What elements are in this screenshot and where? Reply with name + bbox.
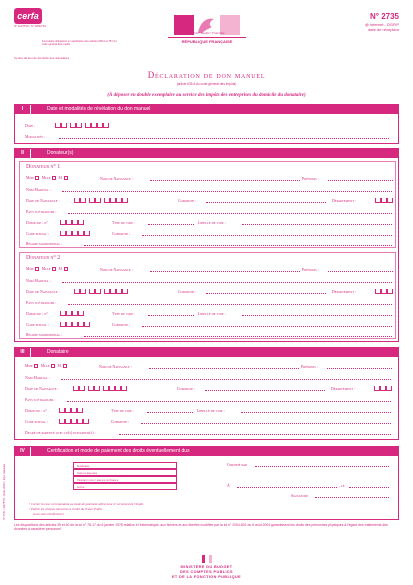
section-2-title: Donateur(s): [47, 150, 74, 156]
birth-date-label: Date de Naissance :: [26, 199, 60, 203]
postcode-input[interactable]: [60, 231, 90, 236]
commune-field[interactable]: [206, 290, 326, 294]
payment-note-3: (sous suite bénéficiaire): [33, 512, 64, 516]
married-name-field[interactable]: [61, 376, 391, 380]
departement-label: Département :: [332, 199, 357, 203]
country-label: Pays si étranger :: [26, 210, 57, 214]
kinship-label: Degré de parenté avec le(s) donateur(s) :: [25, 431, 96, 435]
married-name-label: Nom Marital :: [26, 279, 51, 283]
certified-by-field[interactable]: [255, 463, 389, 467]
mme-checkbox[interactable]: [34, 364, 38, 368]
section-4: [14, 446, 399, 520]
street-type-field[interactable]: [147, 409, 193, 413]
mlle-checkbox[interactable]: [52, 176, 56, 180]
donor-1-block: [19, 161, 396, 248]
birth-name-field[interactable]: [149, 365, 299, 369]
donor-2-block: [19, 252, 396, 339]
m-label: M.: [57, 364, 62, 368]
service-notice: Centre du lieu de domicile des donataires: [14, 56, 70, 60]
street-type-field[interactable]: [148, 312, 194, 316]
birth-date-input[interactable]: [73, 386, 127, 391]
departement-input[interactable]: [374, 386, 392, 391]
section-3-header: [15, 348, 398, 357]
mode-other[interactable]: Autre: [73, 483, 177, 490]
street-name-label: Libellé de voie :: [198, 312, 226, 316]
donor-2-title: Donateur n° 2: [26, 255, 61, 261]
mme-label: Mme: [26, 176, 34, 180]
departement-input[interactable]: [375, 289, 393, 294]
mme-label: Mme: [26, 267, 34, 271]
firstnames-field[interactable]: [327, 365, 392, 369]
birth-name-field[interactable]: [150, 268, 300, 272]
country-field[interactable]: [68, 210, 392, 214]
street-name-label: Libellé de voie :: [197, 409, 225, 413]
section-1-title: Date et modalités de révélation du don manuel: [47, 106, 151, 112]
commune2-field[interactable]: [142, 232, 392, 236]
date-label: Date :: [25, 124, 36, 128]
m-label: M.: [58, 267, 63, 271]
street-name-field[interactable]: [242, 312, 392, 316]
ministry-emblem-icon: [202, 555, 212, 563]
street-type-label: Type de voie :: [111, 409, 135, 413]
m-checkbox[interactable]: [64, 176, 68, 180]
page-subtitle: (article 635 A du code général des impôts): [176, 82, 237, 86]
kinship-field[interactable]: [119, 431, 391, 435]
regime-field[interactable]: [84, 333, 392, 337]
cerfa-logo: cerfa: [14, 8, 42, 24]
street-name-field[interactable]: [241, 409, 391, 413]
section-4-num: IV: [15, 447, 31, 456]
birth-date-label: Date de Naissance :: [25, 387, 59, 391]
section-1-num: I: [15, 105, 31, 114]
section-3-num: III: [15, 348, 31, 357]
departement-input[interactable]: [375, 198, 393, 203]
commune2-label: Commune :: [112, 323, 131, 327]
page-title: Déclaration de don manuel: [147, 70, 266, 80]
section-3-title: Donataire: [47, 349, 69, 355]
birth-name-field[interactable]: [150, 177, 300, 181]
mlle-checkbox[interactable]: [52, 267, 56, 271]
mode-cheque[interactable]: Chèque bancaire: [73, 469, 177, 476]
mlle-checkbox[interactable]: [51, 364, 55, 368]
mme-label: Mme: [25, 364, 33, 368]
mode-transfer[interactable]: Virement direct banque de France: [73, 476, 177, 483]
modalites-field[interactable]: [59, 135, 389, 139]
domicile-label: Domicile : n°: [25, 409, 47, 413]
street-number-input[interactable]: [60, 220, 84, 225]
mode-cash[interactable]: Numéraire: [73, 462, 177, 469]
modalites-label: Modalités :: [25, 135, 46, 139]
ministry-block: [0, 555, 413, 580]
commune-label: Commune :: [178, 290, 197, 294]
side-reference: N° 2735 • 11278*02 • (mars 2009) • impr. nationale: [3, 463, 6, 520]
legal-notice: Formulaire obligatoire en application des articles 635 A et 757 du code général des impôts: [42, 40, 117, 47]
m-checkbox[interactable]: [63, 364, 67, 368]
postcode-input[interactable]: [59, 419, 89, 424]
departement-label: Département :: [332, 290, 357, 294]
firstnames-field[interactable]: [328, 268, 393, 272]
street-type-label: Type de voie :: [112, 312, 136, 316]
firstnames-label: Prénoms :: [301, 365, 318, 369]
ministry-line-3: ET DE LA FONCTION PUBLIQUE: [171, 575, 242, 579]
street-type-field[interactable]: [148, 221, 194, 225]
married-name-field[interactable]: [62, 188, 392, 192]
section-2-header: [15, 149, 398, 158]
firstnames-label: Prénoms :: [302, 177, 319, 181]
regime-label: Régime matrimonial :: [26, 333, 63, 337]
date-input[interactable]: [55, 123, 109, 128]
birth-date-label: Date de Naissance :: [26, 290, 60, 294]
section-3: [14, 347, 399, 440]
postcode-label: Code postal :: [26, 323, 49, 327]
regime-label: Régime matrimonial :: [26, 242, 63, 246]
section-4-header: [15, 447, 398, 456]
commune2-field[interactable]: [141, 420, 391, 424]
married-name-label: Nom Marital :: [26, 188, 51, 192]
country-field[interactable]: [68, 301, 392, 305]
street-name-label: Libellé de voie :: [198, 221, 226, 225]
departement-label: Département :: [331, 387, 356, 391]
form-number: N° 2735: [370, 12, 399, 21]
birth-date-input[interactable]: [74, 289, 128, 294]
place-field[interactable]: [237, 484, 337, 488]
street-name-field[interactable]: [242, 221, 392, 225]
commune2-field[interactable]: [142, 323, 392, 327]
republic-label: RÉPUBLIQUE FRANÇAISE: [168, 37, 246, 44]
commune2-label: Commune :: [112, 232, 131, 236]
payment-note-1: • Cocher la case correspondant au mode de paiement utilisé pour le versement de l'impôt.: [29, 502, 144, 506]
regime-field[interactable]: [84, 242, 392, 246]
country-label: Pays si étranger :: [26, 301, 57, 305]
commune2-label: Commune :: [111, 420, 130, 424]
form-sub-line2: date de réception: [368, 27, 399, 32]
section-2-num: II: [15, 149, 31, 158]
ministry-line-1: MINISTÈRE DU BUDGET: [180, 565, 233, 569]
donee-title-choice: [25, 364, 67, 368]
form-sub: [365, 22, 399, 32]
street-number-input[interactable]: [59, 408, 83, 413]
motto: Liberté • Égalité • Fraternité: [189, 31, 225, 35]
m-label: M.: [58, 176, 63, 180]
domicile-label: Domicile : n°: [26, 221, 48, 225]
firstnames-label: Prénoms :: [302, 268, 319, 272]
birth-name-label: Nom de Naissance :: [100, 268, 133, 272]
postcode-label: Code postal :: [26, 232, 49, 236]
form-sub-line1: @ internet - DGFiP: [364, 22, 399, 27]
married-name-field[interactable]: [62, 279, 392, 283]
certified-by-label: Certifié par: [227, 463, 248, 467]
street-type-label: Type de voie :: [112, 221, 136, 225]
mlle-label: Mlle: [41, 267, 51, 271]
title-choice-2: [26, 267, 68, 271]
country-label: Pays si étranger :: [25, 398, 56, 402]
signature-label: Signature: [291, 494, 309, 498]
country-field[interactable]: [67, 398, 391, 402]
postcode-input[interactable]: [60, 322, 90, 327]
commune-label: Commune :: [178, 199, 197, 203]
commune-field[interactable]: [206, 199, 326, 203]
section-1-header: [15, 105, 398, 114]
postcode-label: Code postal :: [25, 420, 48, 424]
commune-label: Commune :: [177, 387, 196, 391]
payment-note-2: • Établir les chèques bancaires à l'ordre du Trésor Public: [29, 507, 103, 511]
ministry-line-2: DES COMPTES PUBLICS: [180, 570, 233, 574]
birth-name-label: Nom de Naissance :: [100, 177, 133, 181]
title-choice: [26, 176, 68, 180]
sign-date-field[interactable]: [349, 484, 389, 488]
street-number-input[interactable]: [60, 311, 84, 316]
m-checkbox[interactable]: [64, 267, 68, 271]
married-name-label: Nom Marital :: [25, 376, 50, 380]
signature-field[interactable]: [315, 494, 389, 498]
section-4-title: Certification et mode de paiement des droits éventuellement dus: [47, 448, 190, 454]
section-1: [14, 104, 399, 144]
birth-date-input[interactable]: [74, 198, 128, 203]
place-label: À: [227, 484, 230, 488]
section-2: [14, 148, 399, 342]
legal-footer: Les dispositions des articles 39 et 40 de la loi n° 78-17 du 6 janvier 1978 relative à l'informatique, aux fichiers et aux libertés modifiée par la loi n° 2004-801 du 6 août 2004 garantissent les droits des personnes physiques à l'égard des traitements des données à caractère personnel.: [14, 523, 388, 532]
cerfa-number: N° 11278*02 ; N° 10540*04: [14, 25, 46, 28]
mme-checkbox[interactable]: [35, 176, 39, 180]
date-sep-label: , le: [339, 484, 345, 488]
mme-checkbox[interactable]: [35, 267, 39, 271]
birth-name-label: Nom de Naissance :: [99, 365, 132, 369]
mlle-label: Mlle: [41, 176, 51, 180]
instructions: (À déposer en double exemplaire au service des impôts des entreprises du domicile du donataire): [107, 93, 306, 98]
mlle-label: Mlle: [40, 364, 50, 368]
firstnames-field[interactable]: [328, 177, 393, 181]
domicile-label: Domicile : n°: [26, 312, 48, 316]
commune-field[interactable]: [205, 387, 325, 391]
donor-1-title: Donateur n° 1: [26, 164, 61, 170]
